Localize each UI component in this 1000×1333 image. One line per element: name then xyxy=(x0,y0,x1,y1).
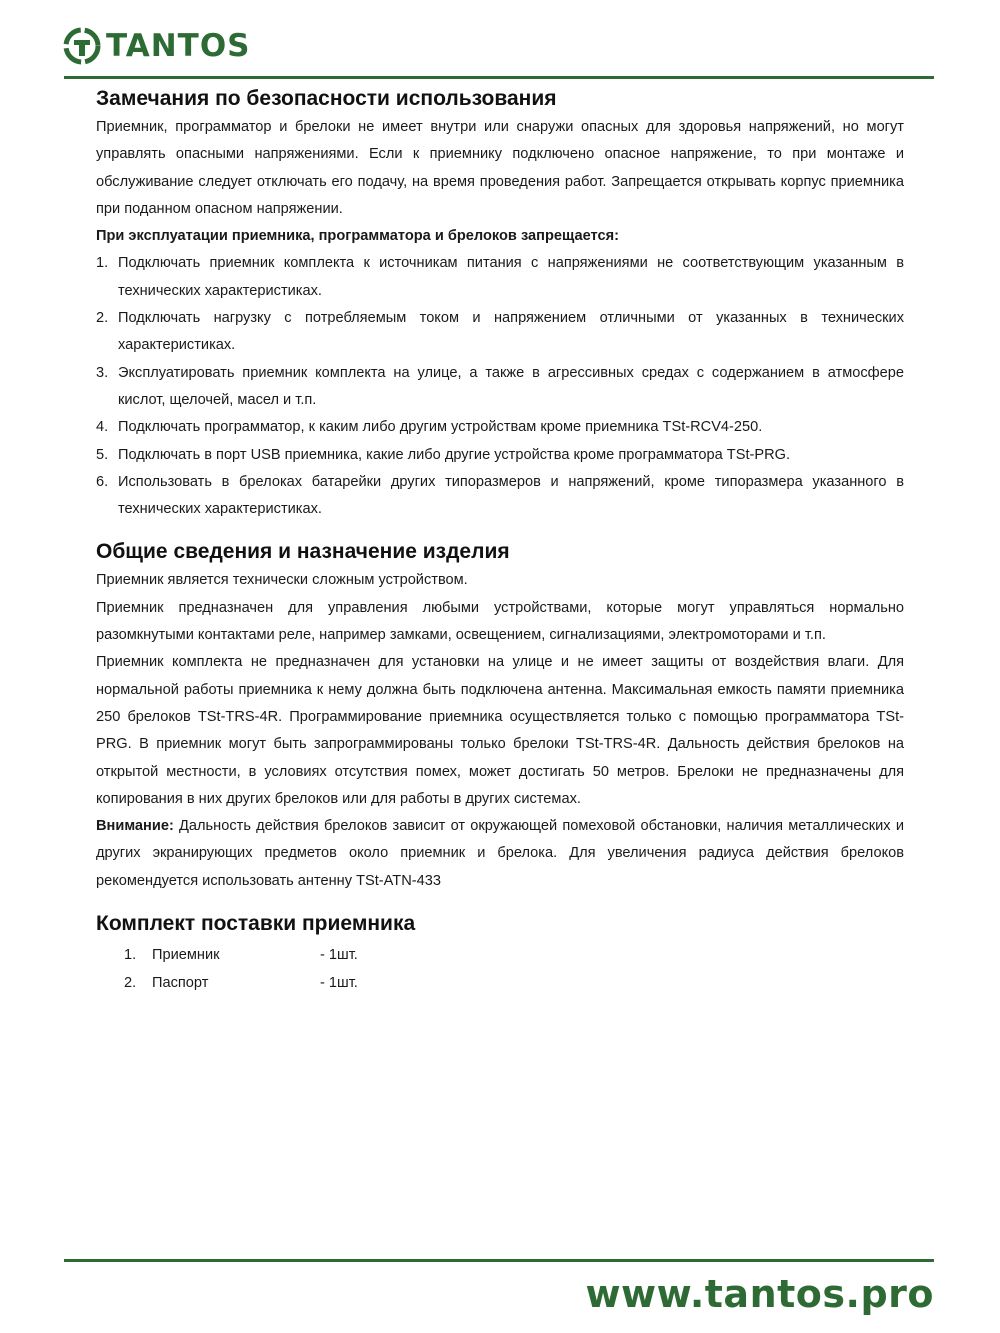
general-paragraph-2: Приемник предназначен для управления любыми устройствами, которые могут управляться нормально разомкнутыми контактами реле, например замками, освещением, сигнализациями, электромоторами и т.п. xyxy=(96,599,904,644)
website-link[interactable]: www.tantos.pro xyxy=(585,1272,934,1316)
prohibited-list xyxy=(96,250,904,523)
kit-item: 1. Приемник - 1шт. xyxy=(124,947,358,964)
general-paragraph-3: Приемник комплекта не предназначен для установки на улице и не имеет защиты от воздействия влаги. Для нормальной работы приемника к нему должна быть подключена антенна. Максимальная емкость памяти приемника 250 брелоков TSt-TRS-4R. Программирование приемника осуществляется только с помощью программатора TSt-PRG. В приемник могут быть запрограммированы только брелоки TSt-TRS-4R. Дальность действия брелоков на открытой местности, в условиях отсутствия помех, может достигать 50 метров. Брелоки не предназначены для копирования в них других брелоков или для работы в других системах. xyxy=(96,654,905,807)
list-item: 3. Эксплуатировать приемник комплекта на улице, а также в агрессивных средах с содержанием в атмосфере кислот, щелочей, масел и т.п. xyxy=(96,364,904,408)
header-divider xyxy=(64,76,934,79)
section-title-kit: Комплект поставки приемника xyxy=(96,912,416,936)
logo-text: TANTOS xyxy=(106,27,251,64)
prohibited-heading: При эксплуатации приемника, программатора и брелоков запрещается: xyxy=(96,228,619,245)
section-title-safety: Замечания по безопасности использования xyxy=(96,87,557,110)
general-paragraph-1: Приемник является технически сложным устройством. xyxy=(96,572,468,589)
list-item: 2. Подключать нагрузку с потребляемым током и напряжением отличными от указанных в технических характеристиках. xyxy=(96,310,904,354)
warning-label: Внимание: xyxy=(96,818,174,835)
tantos-logo-icon xyxy=(62,26,102,66)
header-logo xyxy=(62,24,251,68)
kit-item: 2. Паспорт - 1шт. xyxy=(124,975,358,992)
kit-list xyxy=(96,941,904,997)
section-title-general: Общие сведения и назначение изделия xyxy=(96,540,510,564)
list-item: 5. Подключать в порт USB приемника, какие либо другие устройства кроме программатора TSt-PRG. xyxy=(96,446,791,463)
list-item: 1. Подключать приемник комплекта к источникам питания с напряжениями не соответствующим указанным в технических характеристиках. xyxy=(96,255,904,299)
document-body xyxy=(96,84,904,997)
footer-divider xyxy=(64,1259,934,1262)
list-item: 4. Подключать программатор, к каким либо другим устройствам кроме приемника TSt-RCV4-250. xyxy=(96,419,763,436)
warning-text: Дальность действия брелоков зависит от окружающей помеховой обстановки, наличия металлических и других экранирующих предметов около приемник и брелока. Для увеличения радиуса действия брелоков рекомендуется использовать антенну TSt-ATN-433 xyxy=(96,818,904,889)
list-item: 6. Использовать в брелоках батарейки других типоразмеров и напряжений, кроме типоразмера указанного в технических характеристиках. xyxy=(96,473,904,518)
safety-paragraph: Приемник, программатор и брелоки не имеет внутри или снаружи опасных для здоровья напряжений, но могут управлять опасными напряжениями. Если к приемнику подключено опасное напряжение, то при монтаже и обслуживание следует отключать его подачу, на время проведения работ. Запрещается открывать корпус приемника при поданном опасном напряжении. xyxy=(96,119,904,217)
warning-paragraph xyxy=(96,813,904,895)
